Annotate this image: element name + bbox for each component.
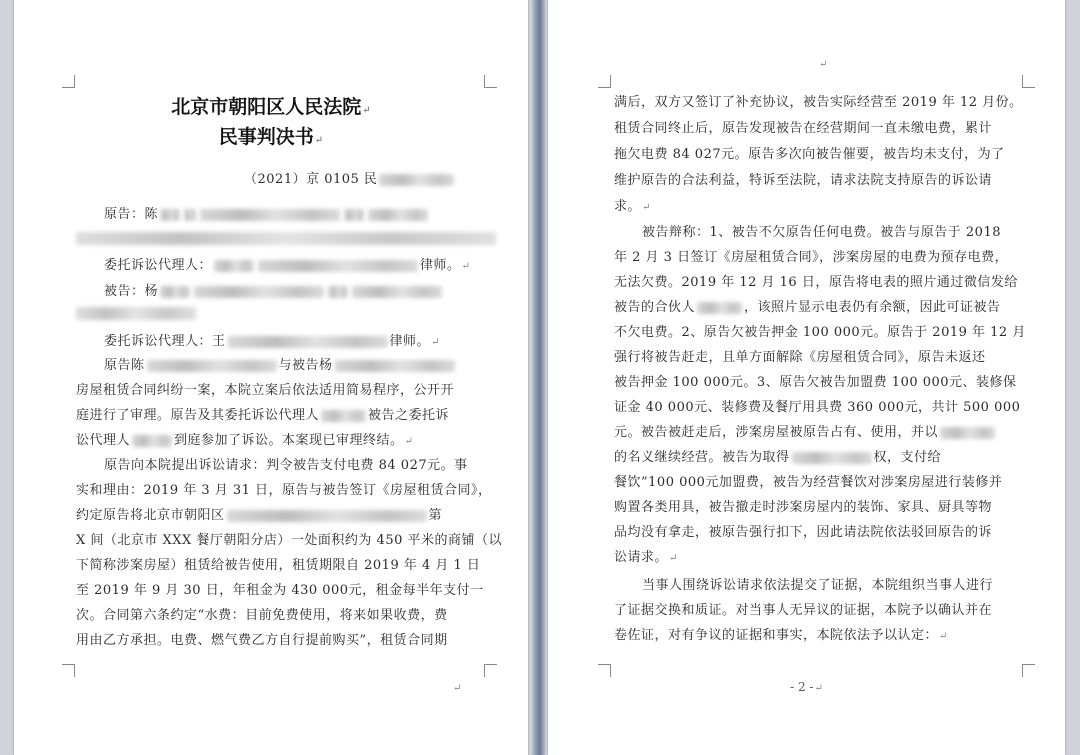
body-line: 购置各类用具，被告撤走时涉案房屋内的装饰、家具、厨具等物 [614,500,993,515]
crop-mark [62,664,75,677]
body-line: 被告押金 100 000元。3、原告欠被告加盟费 100 000元、装修保 [614,375,1017,390]
body-line: 被告辩称：1、被告不欠原告任何电费。被告与原告于 2018 [642,225,1001,240]
body-line: 房屋租赁合同纠纷一案，本院立案后依法适用简易程序，公开开 [76,383,455,398]
paragraph-mark: ↵ [453,683,462,694]
body-line: 元。被告被赶走后，涉案房屋被原告占有、使用，并以 [614,425,997,441]
crop-mark [484,75,497,88]
body-line: 次。合同第六条约定“水费：目前免费使用，将来如果收费，费 [76,608,448,623]
document-type: 民事判决书↵ [218,126,324,148]
crop-mark [62,75,75,88]
body-line: 原告向本院提出诉讼请求：判令被告支付电费 84 027元。事 [104,458,468,473]
plaintiff-agent-line: 委托诉讼代理人： 律师。↵ [104,258,471,273]
body-line: 卷佐证，对有争议的证据和事实，本院依法予以认定：↵ [614,628,948,643]
defendant-agent-line: 委托诉讼代理人：王 律师。↵ [104,334,440,349]
case-number: （2021）京 0105 民 [244,172,456,188]
crop-mark [484,664,497,677]
body-line: 餐饮”100 000元加盟费，被告为经营餐饮对涉案房屋进行装修并 [614,475,1003,490]
body-line: 品均没有拿走，被原告强行扣下，因此请法院依法驳回原告的诉 [614,525,993,540]
page-number: - 2 -↵ [790,680,823,694]
crop-mark [598,75,611,88]
paragraph-mark: ↵ [819,59,828,70]
page-divider[interactable] [532,0,545,755]
body-line: 租赁合同终止后，原告发现被告在经营期间一直未缴电费，累计 [614,121,993,136]
body-line: 强行将被告赶走，且单方面解除《房屋租赁合同》，原告未返还 [614,350,986,365]
document-page-right [548,0,1065,755]
body-line: 讼代理人 到庭参加了诉讼。本案现已审理终结。↵ [76,433,414,448]
court-name: 北京市朝阳区人民法院↵ [171,96,371,118]
body-line: 讼请求。↵ [614,550,678,565]
body-line: 无法欠费。2019 年 12 月 16 日，原告将电表的照片通过微信发给 [614,275,1018,290]
body-line: X 间（北京市 XXX 餐厅朝阳分店）一处面积约为 450 平米的商铺（以 [76,533,502,548]
body-line: 证金 40 000元、装修费及餐厅用具费 360 000元，共计 500 000 [614,400,1021,415]
body-line: 约定原告将北京市朝阳区 第 [76,508,443,523]
body-line: 了证据交换和质证。对当事人无异议的证据，本院予以确认并在 [614,603,993,618]
body-line: 满后，双方又签订了补充协议，被告实际经营至 2019 年 12 月份。 [614,95,1023,110]
body-line: 不欠电费。2、原告欠被告押金 100 000元。原告于 2019 年 12 月 [614,325,1026,340]
body-line: 求。↵ [614,199,651,214]
defendant-line: 被告：杨 [104,284,444,300]
crop-mark [598,664,611,677]
body-line: 的名义继续经营。被告为取得 权，支付给 [614,450,942,465]
body-line: 拖欠电费 84 027元。原告多次向被告催要，被告均未支付，为了 [614,147,1005,162]
body-line: 用由乙方承担。电费、燃气费乙方自行提前购买”，租赁合同期 [76,633,448,648]
redacted-address [76,232,496,245]
case-intro-line: 原告陈 与被告杨 [104,358,457,374]
crop-mark [1022,75,1035,88]
body-line: 被告的合伙人 ，该照片显示电表仍有余额，因此可证被告 [614,300,1001,315]
crop-mark [1022,664,1035,677]
redacted-address [76,307,196,320]
document-page-left [14,0,528,755]
body-line: 下简称涉案房屋）租赁给被告使用，租赁期限自 2019 年 4 月 1 日 [76,558,481,573]
plaintiff-line: 原告：陈 [104,207,430,223]
body-line: 维护原告的合法利益，特诉至法院，请求法院支持原告的诉讼请 [614,173,993,188]
body-line: 庭进行了审理。原告及其委托诉讼代理人 被告之委托诉 [76,408,450,423]
body-line: 至 2019 年 9 月 30 日，年租金为 430 000元，租金每半年支付一 [76,583,484,598]
body-line: 年 2 月 3 日签订《房屋租赁合同》，涉案房屋的电费为预存电费， [614,250,1009,265]
body-line: 实和理由：2019 年 3 月 31 日，原告与被告签订《房屋租赁合同》， [76,483,492,498]
body-line: 当事人围绕诉讼请求依法提交了证据，本院组织当事人进行 [642,578,994,593]
